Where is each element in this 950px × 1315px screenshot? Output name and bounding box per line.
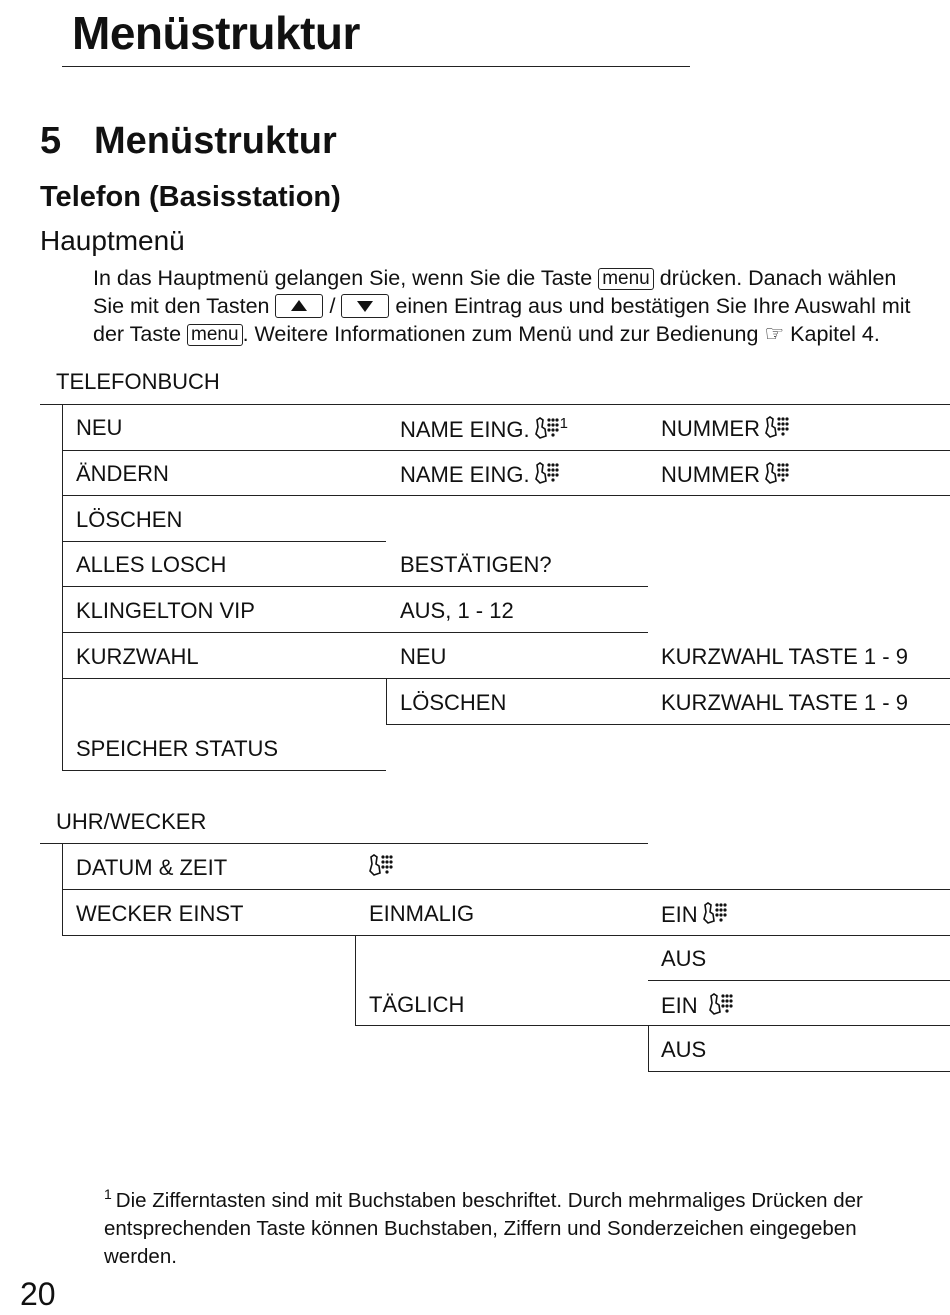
section-title-text: Menüstruktur bbox=[94, 120, 337, 162]
taeglich-ein bbox=[661, 992, 734, 1019]
footnote-text: Die Zifferntasten sind mit Buchstaben beschriftet. Durch mehrmaliges Drücken der entsprechenden Taste können Buchstaben, Ziffern und Sonderzeichen eingegeben werden. bbox=[104, 1189, 863, 1268]
aendern-nummer bbox=[661, 461, 790, 488]
menu-item-loeschen: LÖSCHEN bbox=[76, 507, 183, 532]
neu-nummer-label: NUMMER bbox=[661, 416, 760, 441]
aendern-nummer-label: NUMMER bbox=[661, 462, 760, 487]
sub-heading: Telefon (Basisstation) bbox=[40, 181, 341, 213]
taeglich-aus: AUS bbox=[661, 1037, 707, 1062]
row-divider bbox=[62, 541, 386, 542]
row-divider bbox=[62, 495, 950, 496]
intro-text-4: . Weitere Informationen zum Menü und zur Bedienung bbox=[242, 322, 765, 346]
neu-nummer bbox=[661, 415, 790, 442]
telefonbuch-tree-line bbox=[62, 404, 63, 770]
kurzwahl-loeschen: LÖSCHEN bbox=[400, 690, 507, 715]
arrow-down-icon bbox=[341, 294, 389, 318]
telefonbuch-top-rule bbox=[40, 404, 950, 405]
row-divider bbox=[648, 1071, 950, 1072]
einmalig-ein bbox=[661, 901, 728, 928]
aendern-name-label: NAME EING. bbox=[400, 462, 530, 487]
running-title: Menüstruktur bbox=[72, 7, 360, 59]
kurzwahl-branch-line bbox=[386, 678, 387, 724]
menu-item-wecker-einst: WECKER EINST bbox=[76, 901, 244, 926]
menu-key-icon: menu bbox=[598, 268, 654, 290]
arrow-up-icon bbox=[275, 294, 323, 318]
bestaetigen-prompt: BESTÄTIGEN? bbox=[400, 552, 552, 577]
row-divider bbox=[648, 980, 950, 981]
row-divider bbox=[62, 586, 648, 587]
row-divider bbox=[355, 1025, 950, 1026]
header-rule bbox=[62, 66, 690, 67]
category-uhr-wecker: UHR/WECKER bbox=[56, 809, 207, 834]
neu-name-label: NAME EING. bbox=[400, 417, 530, 442]
footnote bbox=[104, 1180, 904, 1271]
intro-paragraph bbox=[93, 264, 923, 348]
wecker-branch-line bbox=[355, 935, 356, 1025]
klingelton-value: AUS, 1 - 12 bbox=[400, 598, 514, 623]
intro-text-5: Kapitel 4. bbox=[784, 322, 880, 346]
menu-key-icon: menu bbox=[187, 324, 243, 346]
sub-sub-heading: Hauptmenü bbox=[40, 225, 185, 256]
category-telefonbuch: TELEFONBUCH bbox=[56, 369, 220, 394]
menu-item-speicher-status: SPEICHER STATUS bbox=[76, 736, 279, 761]
section-number: 5 bbox=[40, 120, 62, 162]
menu-item-neu: NEU bbox=[76, 415, 123, 440]
section-title bbox=[40, 120, 337, 163]
row-divider bbox=[62, 450, 950, 451]
footnote-ref: 1 bbox=[559, 415, 568, 432]
taeglich-branch-line bbox=[648, 1025, 649, 1071]
intro-text-2: drücken. Danach wählen Sie mit den Tasten bbox=[93, 266, 897, 318]
uhr-top-rule bbox=[40, 843, 648, 844]
keypad-hand-icon bbox=[534, 416, 560, 440]
intro-text-3: einen Eintrag aus und bestätigen Sie Ihre Auswahl mit der Taste bbox=[93, 294, 911, 346]
einmalig-ein-label: EIN bbox=[661, 902, 698, 927]
keypad-hand-icon bbox=[534, 461, 560, 485]
kurzwahl-neu-taste: KURZWAHL TASTE 1 - 9 bbox=[661, 644, 908, 669]
menu-item-klingelton-vip: KLINGELTON VIP bbox=[76, 598, 255, 623]
menu-item-alles-losch: ALLES LOSCH bbox=[76, 552, 227, 577]
kurzwahl-neu: NEU bbox=[400, 644, 447, 669]
keypad-hand-icon bbox=[368, 853, 394, 877]
keypad-hand-icon bbox=[764, 461, 790, 485]
menu-item-datum-zeit: DATUM & ZEIT bbox=[76, 855, 228, 880]
aendern-name-eing bbox=[400, 461, 560, 488]
intro-separator: / bbox=[323, 294, 342, 318]
taeglich-ein-label: EIN bbox=[661, 993, 698, 1018]
wecker-einmalig: EINMALIG bbox=[369, 901, 475, 926]
einmalig-aus: AUS bbox=[661, 946, 707, 971]
row-divider bbox=[386, 724, 950, 725]
keypad-hand-icon bbox=[764, 415, 790, 439]
row-divider bbox=[62, 935, 950, 936]
neu-name-eing bbox=[400, 415, 568, 443]
row-divider bbox=[62, 678, 950, 679]
pointing-hand-icon: ☞ bbox=[764, 321, 785, 346]
keypad-hand-icon bbox=[702, 901, 728, 925]
row-divider bbox=[62, 770, 386, 771]
kurzwahl-loeschen-taste: KURZWAHL TASTE 1 - 9 bbox=[661, 690, 908, 715]
intro-text-1: In das Hauptmenü gelangen Sie, wenn Sie die Taste bbox=[93, 266, 599, 290]
menu-item-kurzwahl: KURZWAHL bbox=[76, 644, 199, 669]
menu-item-aendern: ÄNDERN bbox=[76, 461, 169, 486]
keypad-hand-icon bbox=[708, 992, 734, 1016]
row-divider bbox=[62, 889, 950, 890]
footnote-mark: 1 bbox=[104, 1186, 112, 1202]
row-divider bbox=[62, 632, 648, 633]
page-number: 20 bbox=[20, 1276, 56, 1312]
wecker-taeglich: TÄGLICH bbox=[369, 992, 465, 1017]
